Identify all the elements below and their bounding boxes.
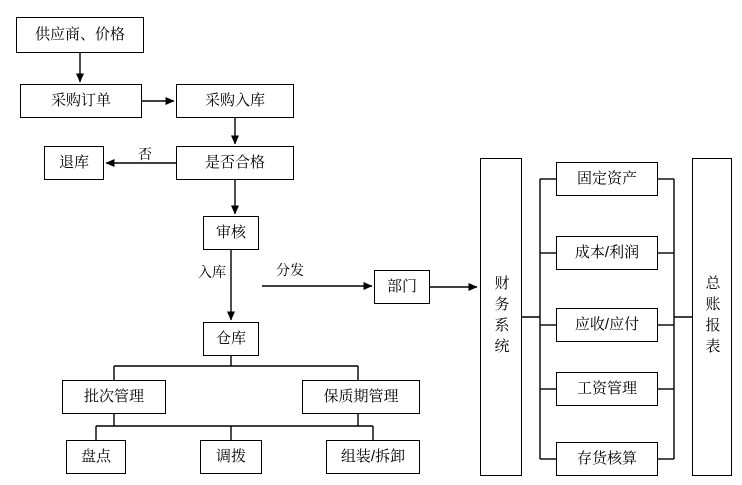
edge-label-no: 否 [138, 146, 152, 162]
node-stocktaking[interactable]: 盘点 [66, 440, 126, 474]
node-audit[interactable]: 审核 [203, 216, 259, 250]
node-transfer[interactable]: 调拨 [200, 440, 262, 474]
node-receivable-payable[interactable]: 应收/应付 [556, 308, 658, 342]
node-batch-management[interactable]: 批次管理 [62, 380, 166, 414]
node-return-stock[interactable]: 退库 [44, 146, 104, 180]
node-inventory-accounting[interactable]: 存货核算 [556, 442, 658, 476]
node-cost-profit[interactable]: 成本/利润 [556, 236, 658, 270]
edge-label-dispatch: 分发 [276, 262, 304, 278]
node-shelf-life-management[interactable]: 保质期管理 [302, 380, 420, 414]
node-purchase-order[interactable]: 采购订单 [20, 84, 142, 118]
node-finance-system[interactable]: 财务系统 [480, 158, 522, 476]
node-quality-check[interactable]: 是否合格 [176, 146, 294, 180]
node-fixed-assets[interactable]: 固定资产 [556, 162, 658, 196]
node-supplier[interactable]: 供应商、价格 [16, 17, 144, 53]
node-warehouse[interactable]: 仓库 [203, 322, 259, 356]
node-assembly-disassembly[interactable]: 组装/拆卸 [326, 440, 420, 474]
edge-label-into-stock: 入库 [198, 264, 226, 280]
node-general-ledger-report[interactable]: 总账报表 [692, 158, 732, 476]
node-payroll-management[interactable]: 工资管理 [556, 372, 658, 406]
node-department[interactable]: 部门 [374, 270, 430, 304]
node-purchase-receipt[interactable]: 采购入库 [176, 84, 294, 118]
